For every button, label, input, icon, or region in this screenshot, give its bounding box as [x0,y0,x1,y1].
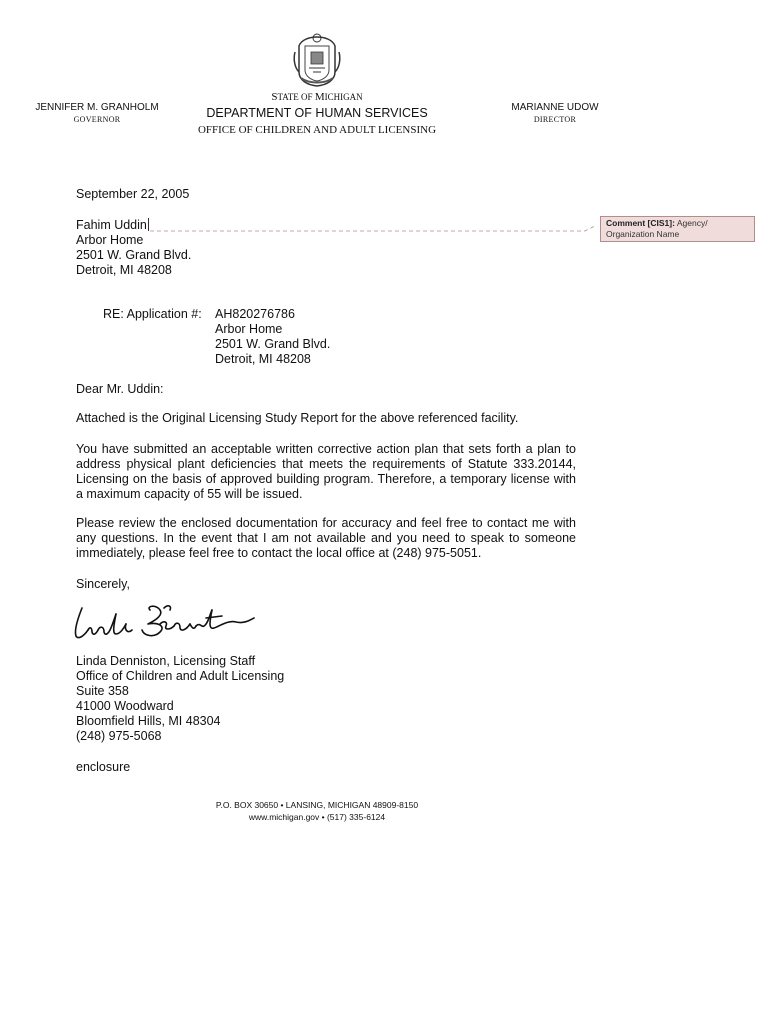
recipient-line1: Arbor Home [76,233,144,247]
letter-date: September 22, 2005 [76,187,190,201]
paragraph-1: Attached is the Original Licensing Study Report for the above referenced facility. [76,411,519,425]
re-line1: Arbor Home [215,322,283,336]
application-number: AH820276786 [215,307,295,321]
footer-contact: www.michigan.gov • (517) 335-6124 [248,812,386,822]
recipient-name[interactable]: Fahim Uddin [76,218,147,232]
state-heading: STATE OF MICHIGAN [271,91,363,103]
comment-balloon[interactable]: Comment [CIS1]: Agency/ Organization Name [600,216,755,242]
re-label: RE: Application #: [103,307,202,321]
office-heading: OFFICE OF CHILDREN AND ADULT LICENSING [197,124,437,136]
governor-title: GOVERNOR [73,115,121,124]
state-seal-icon [291,32,343,88]
enclosure-note: enclosure [76,760,131,774]
director-name: MARIANNE UDOW [511,102,599,113]
governor-name: JENNIFER M. GRANHOLM [35,102,159,113]
comment-leader-line [150,225,595,235]
signer-name-title: Linda Denniston, Licensing Staff [76,654,256,668]
recipient-line3: Detroit, MI 48208 [76,263,172,277]
paragraph-2: You have submitted an acceptable written corrective action plan that sets forth a plan to address physical plant deficiencies that meets the requirements of Statute 333.20144, Licensing on the basis of approved building program. Therefore, a temporary license with a maximum capacity of 55 will be issued. [76,442,576,501]
paragraph-3: Please review the enclosed documentation for accuracy and feel free to contact me with any questions. In the event that I am not available and you need to speak to someone immediately, please feel free to contact the local office at (248) 975-5051. [76,516,576,560]
re-line3: Detroit, MI 48208 [215,352,311,366]
recipient-line2: 2501 W. Grand Blvd. [76,248,192,262]
department-heading: DEPARTMENT OF HUMAN SERVICES [206,106,428,120]
signature-image [68,600,264,646]
director-title: DIRECTOR [533,115,577,124]
closing: Sincerely, [76,577,130,591]
re-line2: 2501 W. Grand Blvd. [215,337,331,351]
signer-suite: Suite 358 [76,684,129,698]
salutation: Dear Mr. Uddin: [76,382,164,396]
signer-street: 41000 Woodward [76,699,174,713]
signer-office: Office of Children and Adult Licensing [76,669,285,683]
signer-phone: (248) 975-5068 [76,729,162,743]
footer-address: P.O. BOX 30650 • LANSING, MICHIGAN 48909-8150 [215,800,419,810]
text-cursor [148,218,149,231]
signer-city: Bloomfield Hills, MI 48304 [76,714,221,728]
